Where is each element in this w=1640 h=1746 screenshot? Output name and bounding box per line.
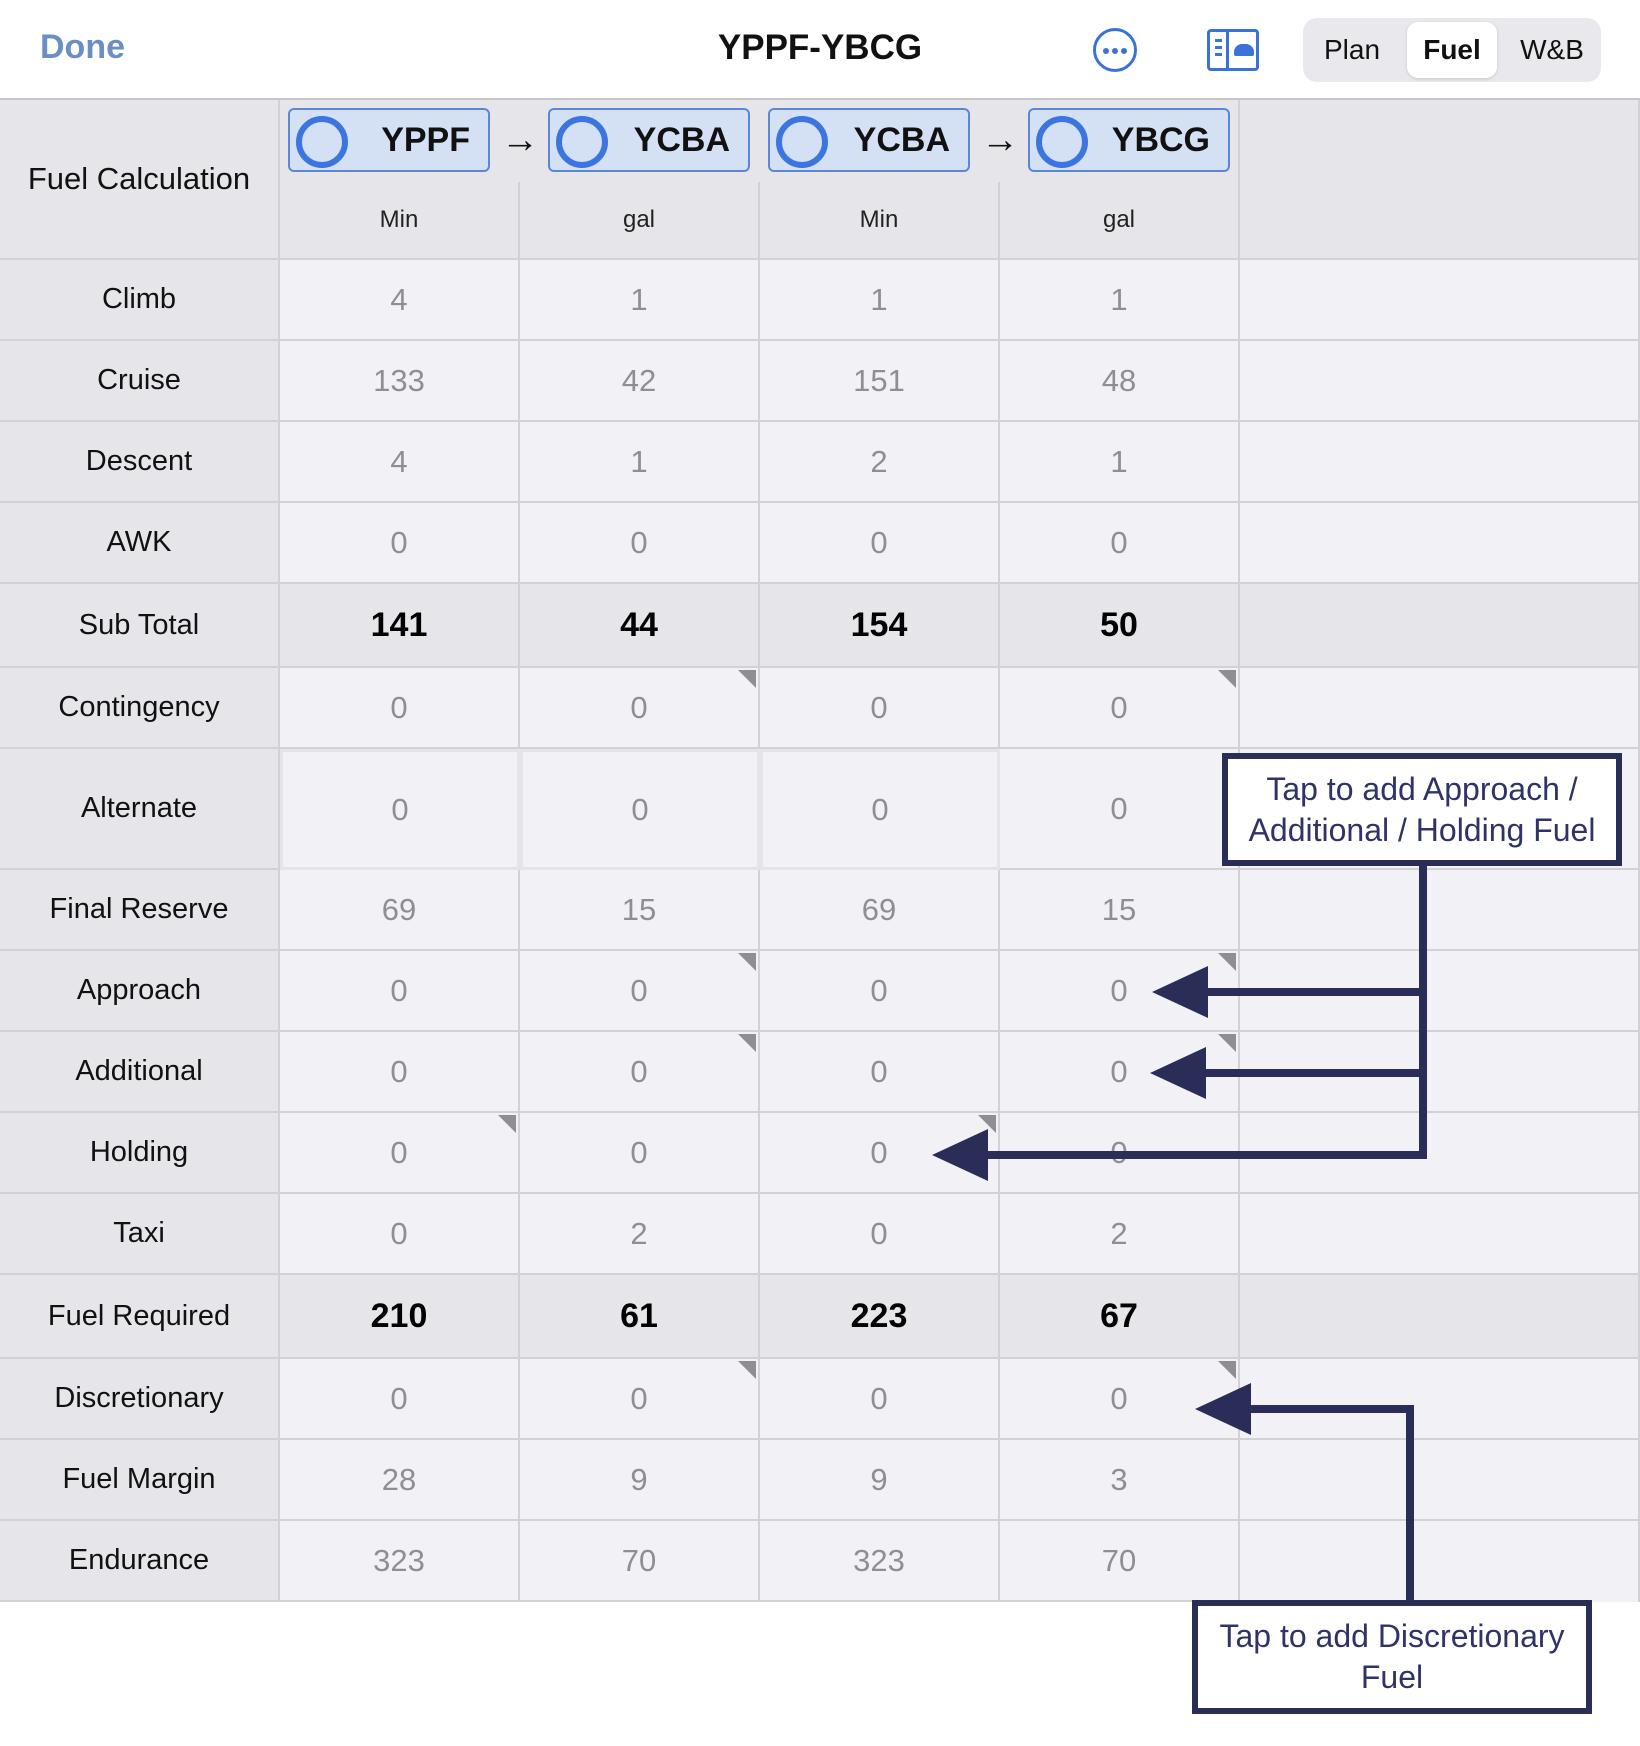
ellipsis-circle-icon[interactable] [1093,28,1137,72]
value-text: 0 [870,1134,888,1170]
unit-header: Min [280,182,520,260]
table-row [0,951,1640,1032]
editable-value-cell[interactable] [1000,951,1240,1032]
airport-chip-yppf[interactable]: YPPF [288,108,490,172]
unit-header: gal [520,182,760,260]
edit-corner-icon [1218,1034,1236,1052]
alternate-input[interactable]: 0 [760,749,1000,870]
segment-wb[interactable]: W&B [1520,34,1584,65]
value-cell: 0 [280,503,520,584]
row-label: Holding [0,1113,280,1194]
value-text: 0 [630,689,648,725]
value-cell: 9 [520,1440,760,1521]
sidebar-cloud-icon[interactable] [1207,29,1259,71]
value-cell: 0 [520,1113,760,1194]
edit-corner-icon [738,953,756,971]
value-cell: 44 [520,584,760,668]
segment-plan[interactable]: Plan [1323,34,1381,65]
value-cell: 9 [760,1440,1000,1521]
circle-icon [776,116,828,168]
done-button[interactable]: Done [40,28,125,66]
value-cell: 141 [280,584,520,668]
value-cell: 0 [280,1359,520,1440]
airport-chip-ycba-origin[interactable]: YCBA [768,108,970,172]
editable-value-cell[interactable] [280,1113,520,1194]
edit-corner-icon [1218,1361,1236,1379]
row-filler [1240,422,1640,503]
value-cell: 69 [760,870,1000,951]
fuel-calculation-header: Fuel Calculation [0,100,280,260]
arrow-right-icon: → [501,119,539,161]
table-row [0,1113,1640,1194]
value-cell: 223 [760,1275,1000,1359]
value-cell: 323 [280,1521,520,1602]
row-filler [1240,1194,1640,1275]
value-cell: 0 [280,1194,520,1275]
row-filler [1240,951,1640,1032]
value-cell: 28 [280,1440,520,1521]
table-row [0,1032,1640,1113]
value-cell: 154 [760,584,1000,668]
table-row [0,668,1640,749]
table-row [0,1440,1640,1521]
edit-corner-icon [1218,953,1236,971]
value-cell: 15 [1000,870,1240,951]
table-row [0,503,1640,584]
view-segmented-control [1303,18,1601,82]
value-cell: 0 [280,668,520,749]
row-label: Approach [0,951,280,1032]
value-text: 0 [630,972,648,1008]
value-cell: 4 [280,422,520,503]
value-cell: 1 [1000,260,1240,341]
row-filler [1240,1032,1640,1113]
discretionary-callout: Tap to add Discretionary Fuel [1192,1600,1592,1714]
table-row [0,1359,1640,1440]
circle-icon [556,116,608,168]
table-row [0,341,1640,422]
value-cell: 3 [1000,1440,1240,1521]
table-row [0,584,1640,668]
editable-value-cell[interactable] [520,951,760,1032]
value-text: 0 [1110,1380,1128,1416]
edit-corner-icon [498,1115,516,1133]
unit-header: Min [760,182,1000,260]
row-filler [1240,668,1640,749]
row-label: Endurance [0,1521,280,1602]
row-label: Taxi [0,1194,280,1275]
row-filler [1240,1113,1640,1194]
value-cell: 323 [760,1521,1000,1602]
value-cell: 48 [1000,341,1240,422]
row-label: AWK [0,503,280,584]
value-cell: 2 [520,1194,760,1275]
value-cell: 0 [760,1032,1000,1113]
edit-corner-icon [1218,670,1236,688]
value-cell: 42 [520,341,760,422]
value-cell: 69 [280,870,520,951]
approach-holding-callout: Tap to add Approach / Additional / Holding Fuel [1222,753,1622,866]
value-text: 0 [630,1053,648,1089]
value-cell: 0 [280,1032,520,1113]
top-bar [0,0,1640,100]
table-row [0,1194,1640,1275]
edit-corner-icon [978,1115,996,1133]
value-cell: 0 [760,503,1000,584]
row-label: Contingency [0,668,280,749]
unit-header: gal [1000,182,1240,260]
row-filler [1240,503,1640,584]
value-cell: 1 [520,260,760,341]
header-filler [1240,100,1640,260]
value-cell: 0 [760,951,1000,1032]
value-cell: 1 [1000,422,1240,503]
editable-value-cell[interactable] [760,1113,1000,1194]
value-cell: 0 [760,1359,1000,1440]
editable-value-cell[interactable] [1000,1359,1240,1440]
value-cell: 210 [280,1275,520,1359]
value-cell: 0 [1000,1113,1240,1194]
row-label: Fuel Required [0,1275,280,1359]
value-cell: 0 [520,503,760,584]
circle-icon [1036,116,1088,168]
alternate-input[interactable]: 0 [280,749,520,870]
editable-value-cell[interactable] [520,1032,760,1113]
value-cell: 0 [760,668,1000,749]
value-cell: 151 [760,341,1000,422]
edit-corner-icon [738,1034,756,1052]
edit-corner-icon [738,1361,756,1379]
edit-corner-icon [738,670,756,688]
value-cell: 70 [520,1521,760,1602]
row-filler [1240,1521,1640,1602]
table-row [0,870,1640,951]
value-cell: 4 [280,260,520,341]
value-cell: 0 [1000,503,1240,584]
value-cell: 0 [280,951,520,1032]
row-label: Descent [0,422,280,503]
editable-value-cell[interactable] [520,1359,760,1440]
value-cell: 133 [280,341,520,422]
row-label: Sub Total [0,584,280,668]
row-filler [1240,584,1640,668]
airport-chip-ybcg[interactable]: YBCG [1028,108,1230,172]
alternate-input[interactable]: 0 [1000,749,1240,870]
table-row [0,1275,1640,1359]
row-filler [1240,1359,1640,1440]
value-cell: 0 [760,1194,1000,1275]
value-text: 0 [630,1380,648,1416]
value-text: 0 [1110,1053,1128,1089]
circle-icon [296,116,348,168]
row-label: Final Reserve [0,870,280,951]
value-text: 0 [1110,972,1128,1008]
alternate-input[interactable]: 0 [520,749,760,870]
editable-value-cell[interactable] [1000,1032,1240,1113]
row-label: Fuel Margin [0,1440,280,1521]
row-filler [1240,1275,1640,1359]
value-cell: 61 [520,1275,760,1359]
value-cell: 70 [1000,1521,1240,1602]
value-cell: 1 [520,422,760,503]
value-cell: 67 [1000,1275,1240,1359]
table-row [0,422,1640,503]
value-cell: 1 [760,260,1000,341]
value-cell: 2 [1000,1194,1240,1275]
arrow-right-icon: → [981,119,1019,161]
editable-value-cell[interactable] [1000,668,1240,749]
row-label: Discretionary [0,1359,280,1440]
page-title: YPPF-YBCG [717,28,923,67]
row-label: Cruise [0,341,280,422]
row-label: Additional [0,1032,280,1113]
editable-value-cell[interactable] [520,668,760,749]
value-text: 0 [390,1134,408,1170]
row-filler [1240,1440,1640,1521]
row-filler [1240,341,1640,422]
row-label: Alternate [0,749,280,870]
row-filler [1240,870,1640,951]
value-cell: 2 [760,422,1000,503]
segment-fuel[interactable]: Fuel [1407,22,1497,78]
value-cell: 50 [1000,584,1240,668]
table-row [0,260,1640,341]
airport-chip-ycba-dest[interactable]: YCBA [548,108,750,172]
row-filler [1240,260,1640,341]
table-row [0,1521,1640,1602]
row-label: Climb [0,260,280,341]
value-cell: 15 [520,870,760,951]
value-text: 0 [1110,689,1128,725]
